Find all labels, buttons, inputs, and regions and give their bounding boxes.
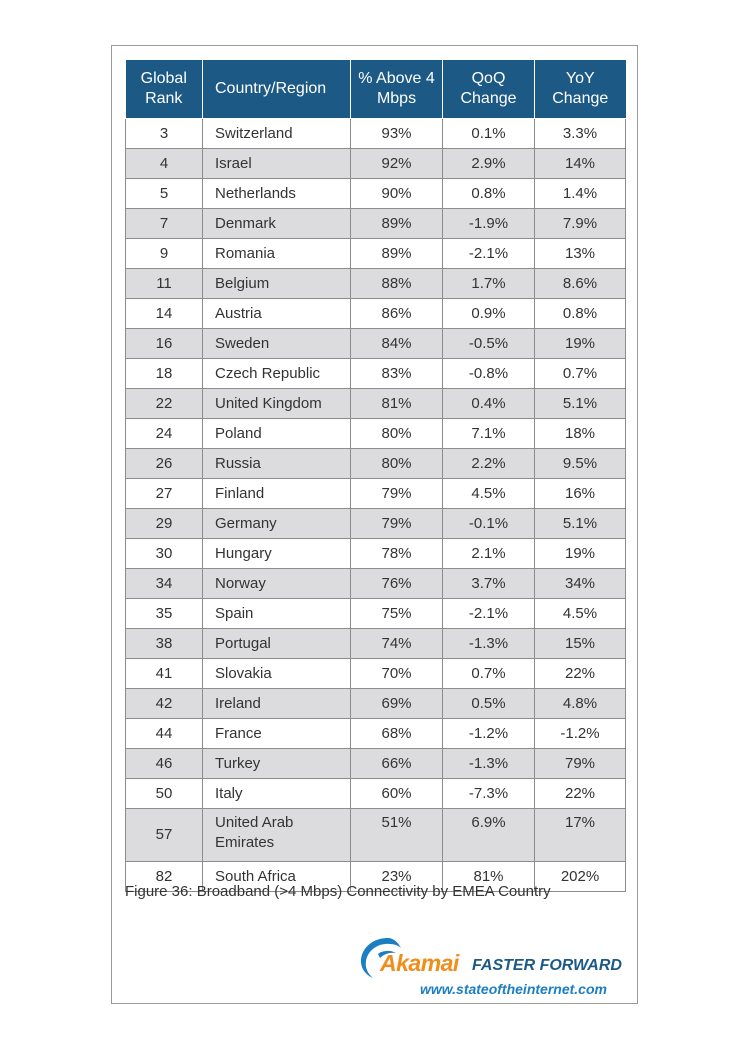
table-row — [126, 479, 626, 509]
cell-rank: 7 — [126, 209, 203, 239]
cell-yoy-change: 3.3% — [535, 119, 626, 149]
table-row — [126, 629, 626, 659]
cell-percent-above-4mbps: 93% — [351, 119, 443, 149]
cell-percent-above-4mbps: 51% — [351, 809, 443, 862]
table-row — [126, 509, 626, 539]
figure-caption: Figure 36: Broadband (>4 Mbps) Connectivity by EMEA Country — [125, 883, 551, 900]
cell-qoq-change: 81% — [443, 862, 535, 892]
cell-qoq-change: 2.2% — [443, 449, 535, 479]
cell-percent-above-4mbps: 89% — [351, 209, 443, 239]
cell-country: Russia — [203, 449, 351, 479]
table-row — [126, 179, 626, 209]
cell-qoq-change: -1.3% — [443, 629, 535, 659]
cell-percent-above-4mbps: 81% — [351, 389, 443, 419]
table-header-row — [126, 60, 626, 119]
table-row — [126, 809, 626, 862]
cell-qoq-change: -1.9% — [443, 209, 535, 239]
cell-rank: 5 — [126, 179, 203, 209]
cell-country: Austria — [203, 299, 351, 329]
cell-percent-above-4mbps: 83% — [351, 359, 443, 389]
table-row — [126, 329, 626, 359]
table-row — [126, 449, 626, 479]
table-row — [126, 779, 626, 809]
cell-yoy-change: 0.8% — [535, 299, 626, 329]
cell-rank: 27 — [126, 479, 203, 509]
cell-qoq-change: 0.8% — [443, 179, 535, 209]
cell-country: Denmark — [203, 209, 351, 239]
cell-percent-above-4mbps: 80% — [351, 449, 443, 479]
table-row — [126, 269, 626, 299]
cell-country: Slovakia — [203, 659, 351, 689]
header-yoy-change: YoY Change — [535, 60, 626, 119]
cell-rank: 11 — [126, 269, 203, 299]
cell-country: Spain — [203, 599, 351, 629]
cell-rank: 42 — [126, 689, 203, 719]
cell-rank: 38 — [126, 629, 203, 659]
table-row — [126, 389, 626, 419]
cell-country: Israel — [203, 149, 351, 179]
cell-country: United Kingdom — [203, 389, 351, 419]
cell-yoy-change: 7.9% — [535, 209, 626, 239]
cell-yoy-change: 14% — [535, 149, 626, 179]
cell-qoq-change: -2.1% — [443, 239, 535, 269]
cell-qoq-change: 0.9% — [443, 299, 535, 329]
table-row — [126, 599, 626, 629]
cell-qoq-change: 6.9% — [443, 809, 535, 862]
cell-percent-above-4mbps: 89% — [351, 239, 443, 269]
table-row — [126, 119, 626, 149]
cell-qoq-change: 0.5% — [443, 689, 535, 719]
cell-qoq-change: -0.1% — [443, 509, 535, 539]
cell-qoq-change: 3.7% — [443, 569, 535, 599]
cell-yoy-change: 19% — [535, 329, 626, 359]
header-percent-above-4mbps: % Above 4 Mbps — [351, 60, 443, 119]
cell-yoy-change: 202% — [535, 862, 626, 892]
cell-yoy-change: 16% — [535, 479, 626, 509]
cell-country: Turkey — [203, 749, 351, 779]
cell-country: Czech Republic — [203, 359, 351, 389]
cell-qoq-change: 0.7% — [443, 659, 535, 689]
cell-rank: 44 — [126, 719, 203, 749]
cell-country: Switzerland — [203, 119, 351, 149]
brand-tagline: FASTER FORWARD — [472, 957, 622, 974]
cell-country: Germany — [203, 509, 351, 539]
table-row — [126, 659, 626, 689]
cell-percent-above-4mbps: 66% — [351, 749, 443, 779]
cell-rank: 14 — [126, 299, 203, 329]
cell-rank: 9 — [126, 239, 203, 269]
cell-yoy-change: 19% — [535, 539, 626, 569]
cell-percent-above-4mbps: 76% — [351, 569, 443, 599]
cell-qoq-change: -1.3% — [443, 749, 535, 779]
cell-qoq-change: 4.5% — [443, 479, 535, 509]
cell-yoy-change: 79% — [535, 749, 626, 779]
cell-qoq-change: 0.4% — [443, 389, 535, 419]
cell-country: Netherlands — [203, 179, 351, 209]
cell-yoy-change: 5.1% — [535, 389, 626, 419]
cell-yoy-change: 22% — [535, 779, 626, 809]
cell-rank: 34 — [126, 569, 203, 599]
cell-qoq-change: -0.8% — [443, 359, 535, 389]
cell-country: United Arab Emirates — [203, 809, 351, 862]
cell-yoy-change: 17% — [535, 809, 626, 862]
table-row — [126, 749, 626, 779]
cell-percent-above-4mbps: 84% — [351, 329, 443, 359]
table-row — [126, 419, 626, 449]
cell-yoy-change: 15% — [535, 629, 626, 659]
table-row — [126, 359, 626, 389]
cell-country: Sweden — [203, 329, 351, 359]
cell-yoy-change: 13% — [535, 239, 626, 269]
table-row — [126, 209, 626, 239]
cell-yoy-change: -1.2% — [535, 719, 626, 749]
cell-qoq-change: -0.5% — [443, 329, 535, 359]
cell-country: Portugal — [203, 629, 351, 659]
header-country-region: Country/Region — [203, 60, 351, 119]
cell-country: Finland — [203, 479, 351, 509]
cell-rank: 4 — [126, 149, 203, 179]
cell-qoq-change: 2.1% — [443, 539, 535, 569]
brand-name: Akamai — [380, 950, 459, 976]
cell-yoy-change: 8.6% — [535, 269, 626, 299]
cell-rank: 26 — [126, 449, 203, 479]
cell-percent-above-4mbps: 79% — [351, 479, 443, 509]
table-row — [126, 719, 626, 749]
cell-rank: 41 — [126, 659, 203, 689]
cell-yoy-change: 18% — [535, 419, 626, 449]
cell-percent-above-4mbps: 23% — [351, 862, 443, 892]
cell-yoy-change: 4.5% — [535, 599, 626, 629]
cell-qoq-change: 7.1% — [443, 419, 535, 449]
cell-yoy-change: 34% — [535, 569, 626, 599]
cell-percent-above-4mbps: 90% — [351, 179, 443, 209]
cell-qoq-change: -7.3% — [443, 779, 535, 809]
cell-yoy-change: 4.8% — [535, 689, 626, 719]
cell-country: Norway — [203, 569, 351, 599]
cell-rank: 29 — [126, 509, 203, 539]
table-row — [126, 149, 626, 179]
cell-percent-above-4mbps: 75% — [351, 599, 443, 629]
cell-rank: 24 — [126, 419, 203, 449]
header-qoq-change: QoQ Change — [443, 60, 535, 119]
website-url: www.stateoftheinternet.com — [420, 981, 607, 997]
cell-rank: 50 — [126, 779, 203, 809]
cell-qoq-change: -1.2% — [443, 719, 535, 749]
cell-percent-above-4mbps: 70% — [351, 659, 443, 689]
cell-percent-above-4mbps: 88% — [351, 269, 443, 299]
cell-rank: 16 — [126, 329, 203, 359]
cell-percent-above-4mbps: 92% — [351, 149, 443, 179]
cell-qoq-change: -2.1% — [443, 599, 535, 629]
cell-qoq-change: 0.1% — [443, 119, 535, 149]
cell-rank: 3 — [126, 119, 203, 149]
cell-rank: 82 — [126, 862, 203, 892]
cell-percent-above-4mbps: 69% — [351, 689, 443, 719]
cell-yoy-change: 5.1% — [535, 509, 626, 539]
cell-rank: 18 — [126, 359, 203, 389]
header-global-rank: Global Rank — [126, 60, 203, 119]
cell-yoy-change: 0.7% — [535, 359, 626, 389]
cell-yoy-change: 9.5% — [535, 449, 626, 479]
cell-yoy-change: 1.4% — [535, 179, 626, 209]
table-body — [126, 119, 626, 892]
table-row — [126, 299, 626, 329]
cell-rank: 46 — [126, 749, 203, 779]
cell-percent-above-4mbps: 60% — [351, 779, 443, 809]
cell-percent-above-4mbps: 86% — [351, 299, 443, 329]
cell-rank: 57 — [126, 809, 203, 862]
akamai-logo — [358, 932, 628, 1002]
cell-percent-above-4mbps: 80% — [351, 419, 443, 449]
cell-country: France — [203, 719, 351, 749]
cell-qoq-change: 1.7% — [443, 269, 535, 299]
cell-percent-above-4mbps: 68% — [351, 719, 443, 749]
cell-country: Hungary — [203, 539, 351, 569]
cell-country: Ireland — [203, 689, 351, 719]
cell-yoy-change: 22% — [535, 659, 626, 689]
cell-country: Romania — [203, 239, 351, 269]
connectivity-table — [125, 60, 626, 892]
cell-percent-above-4mbps: 74% — [351, 629, 443, 659]
cell-country: South Africa — [203, 862, 351, 892]
cell-country: Poland — [203, 419, 351, 449]
cell-percent-above-4mbps: 79% — [351, 509, 443, 539]
table-row — [126, 689, 626, 719]
cell-rank: 35 — [126, 599, 203, 629]
cell-country: Italy — [203, 779, 351, 809]
cell-qoq-change: 2.9% — [443, 149, 535, 179]
cell-percent-above-4mbps: 78% — [351, 539, 443, 569]
table-row — [126, 239, 626, 269]
table-row — [126, 569, 626, 599]
cell-country: Belgium — [203, 269, 351, 299]
cell-rank: 22 — [126, 389, 203, 419]
table-row — [126, 539, 626, 569]
cell-rank: 30 — [126, 539, 203, 569]
